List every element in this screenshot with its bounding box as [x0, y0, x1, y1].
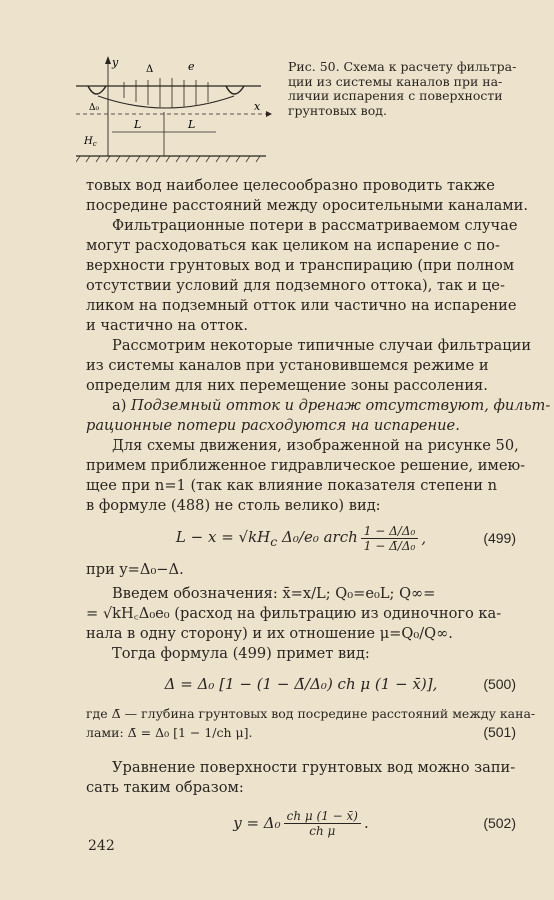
evaporation-arrows: [124, 78, 208, 108]
label-delta: Δ: [146, 64, 154, 75]
label-l-right: L: [188, 118, 196, 131]
paragraph-3: Рассмотрим некоторые типичные случаи фильтрации из системы каналов при установившемся режиме и определим для них перемещение зоны рассоления.: [86, 337, 532, 394]
label-e: e: [188, 60, 195, 73]
y-axis-arrow: [105, 56, 111, 64]
formula-500: Δ = Δ₀ [1 − (1 − Δ̄/Δ₀) ch μ (1 − x̄)], (500): [164, 675, 516, 693]
formula-499: $L - x = √kH_c$ Δ₀/e₀ arch $\frac{\text{1 − Δ/Δ₀}}{\text{1 − Δ̄/Δ₀}}$ , (499): [175, 523, 516, 553]
paragraph-1: товых вод наиболее целесообразно проводить также посредине расстояний между оросительными каналами.: [86, 177, 529, 214]
canal-right: [226, 86, 244, 94]
formula-number: (499): [483, 530, 516, 546]
caption-line: личии испарения с поверхности: [288, 88, 503, 103]
figure-canal-scheme: [76, 52, 276, 170]
formula-502: y = Δ₀ $\frac{\text{ch μ (1 − x̄)}}{\text{ch μ}}$ . (502): [233, 808, 516, 838]
caption-line: грунтовых вод.: [288, 102, 387, 118]
base-hatching: [76, 156, 260, 162]
paragraph-6: при y=Δ₀−Δ.: [86, 561, 184, 578]
x-axis-arrow: [266, 111, 272, 117]
label-delta0: Δ₀: [89, 103, 100, 113]
paragraph-4: а) Подземный отток и дренаж отсутствуют, фильт- рационные потери расходуются на испарение.: [86, 397, 551, 434]
formula-number: (501): [483, 724, 516, 740]
label-l-left: L: [134, 118, 142, 131]
formula-number: (502): [483, 815, 516, 831]
formula-number: (500): [483, 676, 516, 692]
page-number: 242: [88, 838, 115, 854]
label-x: x: [254, 100, 261, 113]
canal-left: [88, 86, 106, 94]
paragraph-8: Тогда формула (499) примет вид:: [112, 645, 370, 662]
caption-line: Рис. 50. Схема к расчету фильтра-: [288, 59, 517, 74]
formula-502-fraction: $\frac{\text{ch μ (1 − x̄)}}{\text{ch μ}}$: [284, 809, 361, 838]
label-y: y: [112, 56, 119, 69]
water-table-curve: [98, 96, 234, 108]
definition-note: где Δ̄ — глубина грунтовых вод посредине расстояний между кана- лами: Δ̄ = Δ₀ [1 − 1/ch μ]. (501): [86, 706, 536, 740]
formula-499-fraction: $\frac{\text{1 − Δ/Δ₀}}{\text{1 − Δ̄/Δ₀}}$: [361, 524, 419, 553]
paragraph-2: Фильтрационные потери в рассматриваемом случае могут расходоваться как целиком на испарение с по- верхности грунтовых вод и транспирацию (при полном отсутствии условий для подземного оттока), так и це- ликом на подземный отток или частично на испарение и частично на отток.: [86, 217, 518, 334]
paragraph-9: Уравнение поверхности грунтовых вод можно запи- сать таким образом:: [86, 759, 516, 796]
label-hc: $H_c$: [84, 136, 97, 148]
caption-line: ции из системы каналов при на-: [288, 73, 503, 89]
paragraph-7: Введем обозначения: x̄=x/L; Q₀=e₀L; Q∞= = √kH꜀Δ₀e₀ (расход на фильтрацию из одиночного ка- нала в одну сторону) и их отношение μ=Q₀/Q∞.: [86, 585, 502, 642]
figure-caption: [288, 60, 520, 118]
main-text: [86, 176, 551, 848]
paragraph-5: Для схемы движения, изображенной на рисунке 50, примем приближенное гидравлическое решение, имею- щее при n=1 (так как влияние показателя степени n в формуле (488) не столь велико) вид:: [86, 437, 526, 514]
